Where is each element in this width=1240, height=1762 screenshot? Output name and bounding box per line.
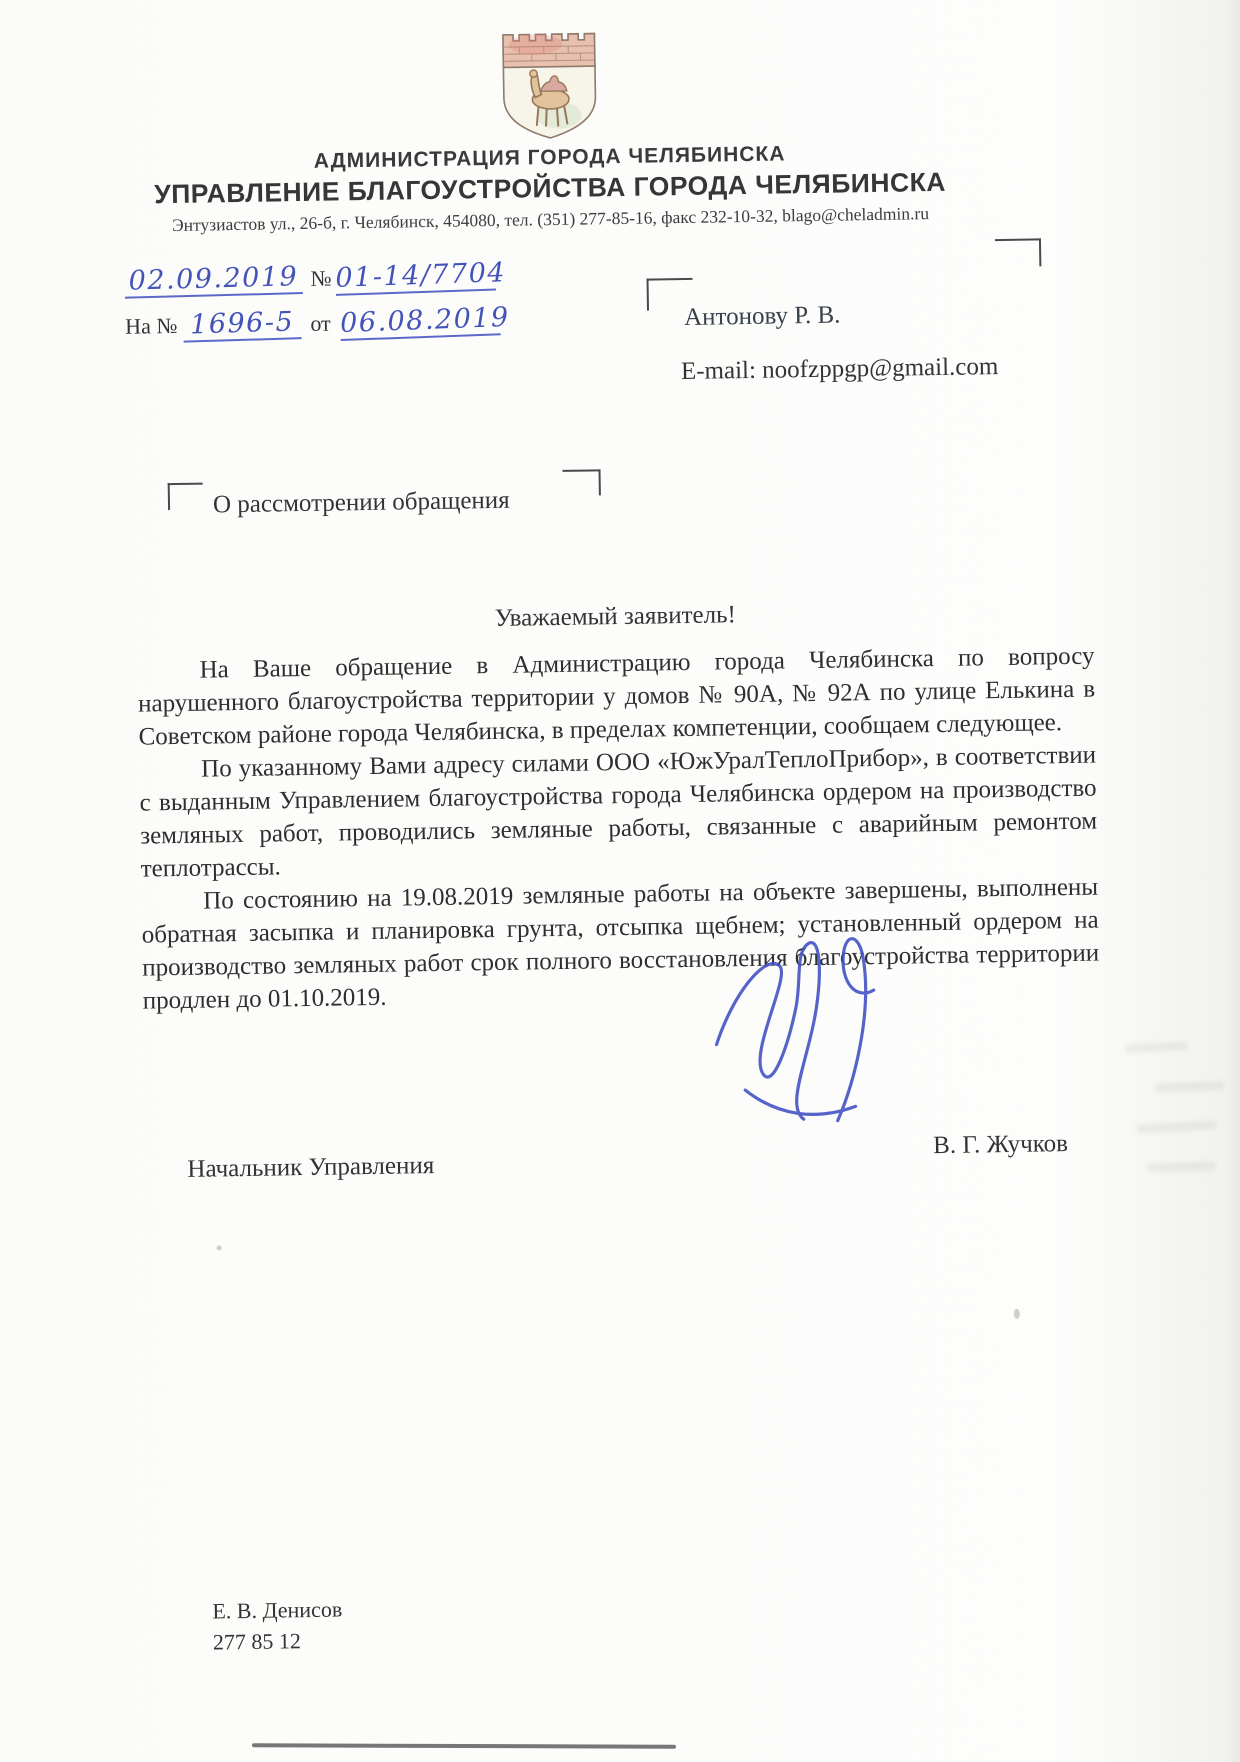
subject-zone-left-corner-mark [168, 483, 203, 511]
outgoing-date-handwritten: 02.09.2019 [128, 261, 298, 296]
incoming-reference-line [125, 304, 500, 343]
chelyabinsk-coat-of-arms-icon [493, 25, 607, 145]
number-sign: № [310, 266, 331, 291]
body-paragraph-1: На Ваше обращение в Администрацию города Челябинска по вопросу нарушенного благоустройства территории у домов № 90А, № 92А по улице Елькина в Советском районе города Челябинска, в пределах компетенции, сообщаем следующее. [137, 640, 1095, 754]
outgoing-reference-line [124, 259, 495, 298]
scan-artifact [1137, 1120, 1217, 1133]
salutation: Уважаемый заявитель! [137, 596, 1094, 639]
org-contact-line: Энтузиастов ул., 26-б, г. Челябинск, 454080, тел. (351) 277-85-16, факс 232-10-32, blago@cheladmin.ru [50, 201, 1050, 238]
recipient-name: Антонову Р. В. [684, 302, 841, 332]
org-name-line1: АДМИНИСТРАЦИЯ ГОРОДА ЧЕЛЯБИНСКА [49, 138, 1049, 178]
incoming-number-handwritten: 1696-5 [189, 306, 294, 340]
letter-body [137, 640, 1100, 1018]
scan-speck [217, 1245, 222, 1250]
page-top-right-corner-mark [995, 238, 1041, 267]
body-paragraph-3: По состоянию на 19.08.2019 земляные работы на объекте завершены, выполнены обратная засыпка и планировка грунта, отсыпка щебнем; установленный ордером на производство земляных работ срок полного восстановления благоустройства территории продлен до 01.10.2019. [141, 871, 1100, 1018]
subject-zone-right-corner-mark [563, 469, 601, 496]
incoming-date-handwritten: 06.08.2019 [340, 302, 511, 339]
scan-artifact [1125, 1041, 1187, 1053]
reply-prefix-label: На № [125, 313, 178, 339]
outgoing-number-handwritten: 01-14/7704 [335, 257, 507, 294]
signer-name: В. Г. Жучков [933, 1130, 1068, 1160]
letterhead [49, 138, 1050, 238]
executor-name: Е. В. Денисов [212, 1594, 342, 1627]
scan-speck [1014, 1309, 1020, 1319]
executor-phone: 277 85 12 [213, 1625, 343, 1658]
scan-artifact [1147, 1161, 1215, 1172]
signer-position-title: Начальник Управления [187, 1152, 434, 1184]
reply-from-label: от [310, 311, 331, 336]
scan-artifact [1154, 1081, 1224, 1092]
recipient-email: E-mail: noofzppgp@gmail.com [681, 353, 999, 386]
subject-line: О рассмотрении обращения [213, 487, 510, 520]
executor-block [212, 1594, 343, 1658]
body-paragraph-2: По указанному Вами адресу силами ООО «ЮжУралТеплоПрибор», в соответствии с выданным Управлением благоустройства города Челябинска ордером на производство земляных работ, проводились земляные работы, связанные с аварийным ремонтом теплотрассы. [139, 739, 1098, 886]
org-name-line2: УПРАВЛЕНИЕ БЛАГОУСТРОЙСТВА ГОРОДА ЧЕЛЯБИНСКА [50, 165, 1050, 212]
handwritten-signature-icon [687, 920, 890, 1133]
